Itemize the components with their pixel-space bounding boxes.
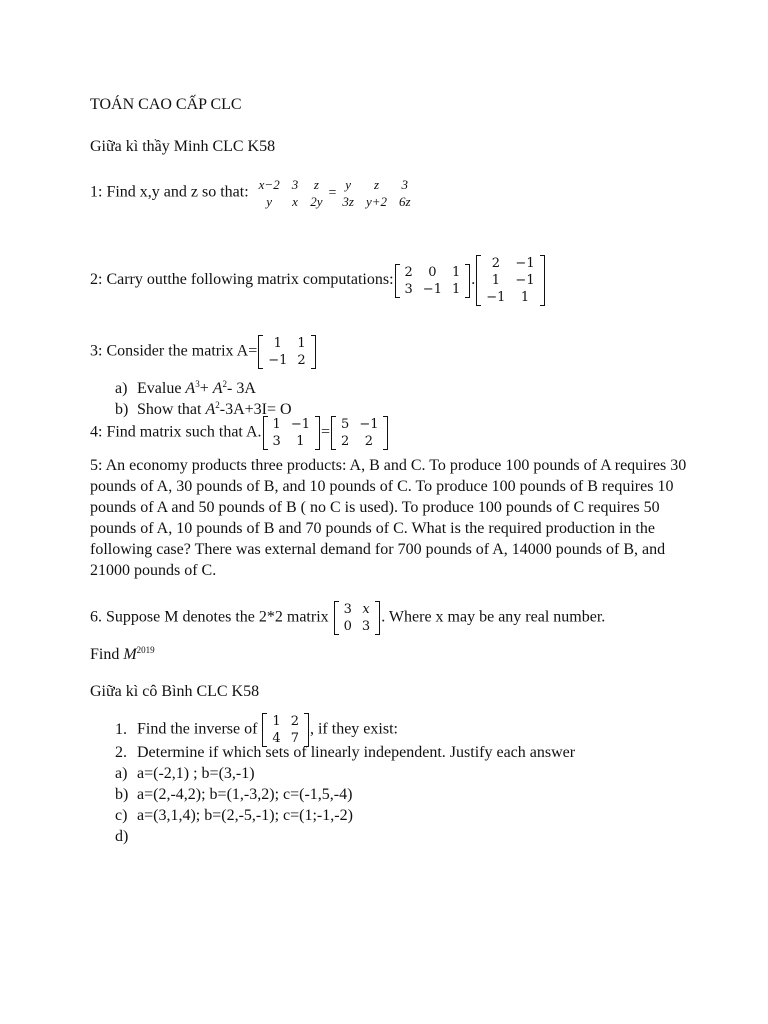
matrix-a [258, 335, 315, 369]
matrix-entry: 5 [341, 417, 350, 432]
q3b-var: A [205, 401, 216, 418]
matrix-q2-b [476, 255, 544, 306]
equals-sign: = [321, 423, 331, 441]
question-3-text: 3: Consider the matrix A= [90, 342, 258, 360]
find-text: Find [90, 646, 124, 663]
matrix-m [334, 601, 381, 635]
problem-1-text2: , if they exist: [309, 720, 398, 738]
matrix-entry: 3 [291, 177, 299, 192]
matrix-entry: −1 [359, 417, 379, 432]
matrix-symbol: M [123, 646, 137, 663]
matrix-entry: −1 [290, 417, 310, 432]
matrix-entry: 3 [272, 434, 281, 449]
matrix-entry: 1 [296, 434, 305, 449]
matrix-entry: −1 [422, 281, 442, 297]
matrix-entry: y [345, 177, 352, 192]
question-1 [90, 176, 417, 210]
exponent: 2019 [136, 645, 155, 655]
matrix-entry: 1 [297, 336, 306, 351]
problem-2-text: Determine if which sets of linearly independent. Justify each answer [137, 744, 576, 761]
item-marker: a) [115, 765, 128, 782]
item-marker: b) [115, 401, 129, 418]
matrix-entry: 2 [297, 353, 306, 368]
item-text: a=(2,-4,2); b=(1,-3,2); c=(-1,5,-4) [137, 786, 353, 803]
matrix-entry: 2 [290, 714, 299, 729]
matrix-entry: z [373, 177, 379, 192]
matrix-q4-a [263, 416, 320, 450]
matrix-entry: −1 [515, 256, 535, 271]
q3b-exp: 2 [215, 400, 220, 410]
problem-2-item-d [115, 827, 137, 847]
problem-2-item-b [115, 785, 352, 805]
q3a-var: A [185, 380, 196, 397]
q3a-exp: 3 [195, 379, 200, 389]
question-5: 5: An economy products three products: A, B and C. To produce 100 pounds of A requires 30 pounds of A, 30 pounds of B, and 10 pounds of C. To produce 100 pounds of B requires 10 pounds of A and 50 pounds of B ( no C is used). To produce 100 pounds of C requires 50 pounds of A, 10 pounds of B and 70 pounds of C. What is the required production in the following case? There was external demand for 700 pounds of A, 14000 pounds of B, and 21000 pounds of C. [90, 457, 687, 579]
matrix-entry: 1 [451, 264, 461, 280]
matrix-entry: x [362, 602, 370, 617]
problem-2-item-a [115, 764, 255, 784]
question-6-text2: . Where x may be any real number. [381, 608, 606, 626]
matrix-q4-b [331, 416, 388, 450]
matrix-entry: 0 [428, 264, 437, 280]
matrix-inverse [262, 713, 309, 747]
question-1-text: 1: Find x,y and z so that: [90, 183, 249, 201]
item-text: a=(3,1,4); b=(2,-5,-1); c=(1;-1,-2) [137, 807, 353, 824]
matrix-entry: 2 [341, 434, 350, 449]
problem-2-item-c [115, 806, 353, 826]
problem-1-text: Find the inverse of [137, 720, 262, 738]
matrix-entry: 3 [404, 281, 413, 297]
matrix-entry: 3 [361, 619, 371, 634]
equals-sign: = [328, 185, 337, 201]
matrix-entry: 2 [364, 434, 374, 449]
q3a-exp2: 2 [222, 379, 228, 389]
matrix-entry: y [266, 194, 273, 209]
question-4-text: 4: Find matrix such that A. [90, 423, 262, 441]
matrix-entry: 1 [272, 714, 281, 729]
item-marker: 1. [115, 720, 127, 738]
matrix-q1-right [336, 176, 416, 210]
section-heading-minh: Giữa kì thầy Minh CLC K58 [90, 138, 276, 155]
question-2 [90, 255, 546, 306]
section-heading-binh: Giữa kì cô Bình CLC K58 [90, 683, 260, 700]
q3a-text: Evalue [137, 380, 186, 397]
dot-operator: . [471, 271, 476, 289]
matrix-entry: 2y [310, 194, 323, 209]
q3b-text: Show that [137, 401, 206, 418]
matrix-entry: 6z [399, 194, 411, 209]
matrix-entry: 1 [520, 290, 530, 305]
document-title: TOÁN CAO CẤP CLC [90, 96, 242, 113]
question-2-text: 2: Carry outthe following matrix computations: [90, 271, 394, 289]
item-text: a=(-2,1) ; b=(3,-1) [137, 765, 255, 782]
matrix-entry: y+2 [365, 194, 387, 209]
item-marker: d) [115, 828, 129, 845]
matrix-q2-a [395, 264, 471, 298]
matrix-entry: 1 [491, 273, 500, 288]
matrix-entry: 7 [290, 731, 299, 746]
question-6-text: 6. Suppose M denotes the 2*2 matrix [90, 608, 333, 626]
matrix-entry: 3 [343, 602, 352, 617]
matrix-entry: 1 [272, 417, 281, 432]
matrix-entry: −1 [486, 290, 506, 305]
matrix-entry: 0 [343, 619, 352, 634]
item-marker: 2. [115, 744, 127, 761]
matrix-q1-left [253, 176, 329, 210]
matrix-entry: 3 [401, 177, 409, 192]
matrix-entry: x−2 [258, 177, 280, 192]
item-marker: a) [115, 380, 128, 397]
matrix-entry: 1 [273, 336, 282, 351]
q3a-text2: + [199, 380, 213, 397]
matrix-entry: x [292, 194, 298, 209]
matrix-entry: 2 [491, 256, 500, 271]
problem-1 [115, 713, 398, 747]
matrix-entry: 1 [451, 281, 461, 297]
question-4 [90, 416, 389, 450]
q3a-var2: A [212, 380, 223, 397]
item-marker: c) [115, 807, 128, 824]
matrix-entry: 4 [272, 731, 281, 746]
q3a-text3: - 3A [227, 380, 256, 397]
matrix-entry: z [313, 177, 319, 192]
matrix-entry: 3z [342, 194, 354, 209]
problem-2 [115, 743, 575, 763]
matrix-entry: 2 [404, 264, 413, 280]
matrix-entry: −1 [515, 273, 535, 288]
question-6-find [90, 640, 155, 665]
question-6 [90, 601, 605, 635]
matrix-entry: −1 [268, 353, 288, 368]
question-3 [90, 335, 317, 369]
item-marker: b) [115, 786, 129, 803]
q3b-text2: -3A+3I= O [219, 401, 292, 418]
